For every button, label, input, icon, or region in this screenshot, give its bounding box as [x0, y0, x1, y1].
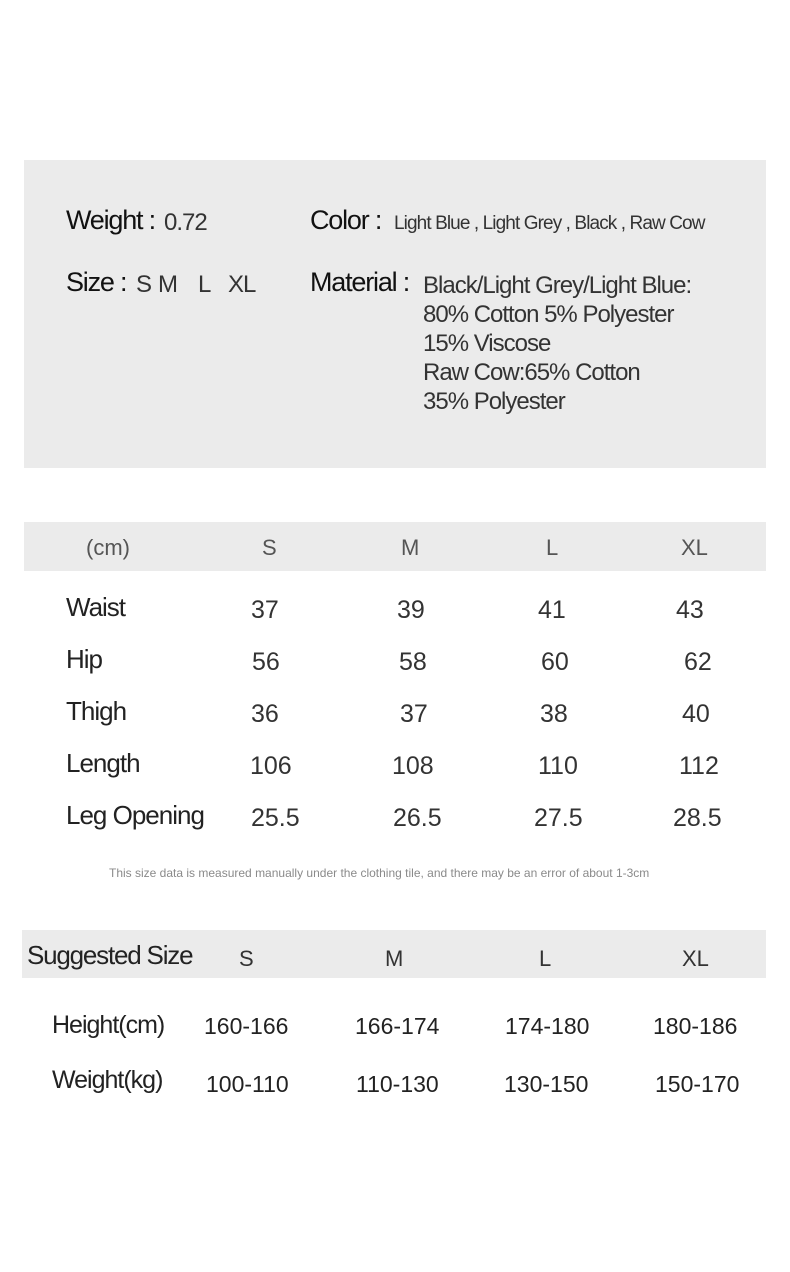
table-cell: 100-110: [206, 1071, 289, 1097]
table-cell: 26.5: [393, 804, 442, 832]
column-header-s: S: [262, 535, 277, 560]
size-value-xl: XL: [228, 271, 256, 298]
table-cell: 39: [397, 596, 425, 624]
color-value: Light Blue , Light Grey , Black , Raw Cow: [394, 213, 705, 234]
table-cell: 43: [676, 596, 704, 624]
table-cell: 58: [399, 648, 427, 676]
weight-label: Weight :: [66, 205, 155, 235]
measurement-note: This size data is measured manually under the clothing tile, and there may be an error of about 1-3cm: [109, 866, 650, 880]
table-cell: 41: [538, 596, 566, 624]
size-value-s: S: [136, 271, 152, 298]
table-cell: 110: [538, 752, 578, 780]
material-line: 35% Polyester: [423, 388, 565, 415]
suggested-column-l: L: [539, 946, 552, 971]
column-header-xl: XL: [681, 535, 708, 560]
table-cell: 108: [392, 752, 434, 780]
table-cell: 37: [251, 596, 279, 624]
table-cell: 56: [252, 648, 280, 676]
row-label-thigh: Thigh: [66, 696, 127, 726]
table-cell: 62: [684, 648, 712, 676]
material-line: Black/Light Grey/Light Blue:: [423, 272, 692, 299]
size-value-l: L: [198, 271, 211, 298]
size-value-m: M: [158, 271, 177, 298]
size-table-header: [24, 522, 766, 571]
table-cell: 37: [400, 700, 428, 728]
table-cell: 60: [541, 648, 569, 676]
table-cell: 28.5: [673, 804, 722, 832]
column-header-l: L: [546, 535, 559, 560]
table-cell: 25.5: [251, 804, 300, 832]
table-cell: 112: [679, 752, 719, 780]
suggested-column-m: M: [385, 946, 404, 971]
suggested-row-label-height: Height(cm): [52, 1011, 165, 1039]
table-cell: 166-174: [355, 1013, 440, 1039]
table-cell: 110-130: [356, 1071, 439, 1097]
suggested-column-xl: XL: [682, 946, 709, 971]
column-header-m: M: [401, 535, 420, 560]
material-line: 15% Viscose: [423, 330, 551, 357]
table-cell: 36: [251, 700, 279, 728]
row-label-length: Length: [66, 748, 140, 778]
table-cell: 174-180: [505, 1013, 590, 1039]
material-label: Material :: [310, 267, 410, 297]
color-label: Color :: [310, 205, 382, 235]
table-cell: 130-150: [504, 1071, 589, 1097]
material-line: 80% Cotton 5% Polyester: [423, 301, 674, 328]
row-label-waist: Waist: [66, 592, 126, 622]
table-cell: 150-170: [655, 1071, 740, 1097]
suggested-row-label-weight: Weight(kg): [52, 1066, 163, 1094]
size-label: Size :: [66, 267, 127, 297]
table-cell: 38: [540, 700, 568, 728]
table-cell: 180-186: [653, 1013, 738, 1039]
table-cell: 106: [250, 752, 292, 780]
table-cell: 27.5: [534, 804, 583, 832]
material-line: Raw Cow:65% Cotton: [423, 359, 640, 386]
row-label-leg-opening: Leg Opening: [66, 800, 204, 830]
table-cell: 160-166: [204, 1013, 289, 1039]
unit-header: (cm): [86, 535, 130, 560]
suggested-column-s: S: [239, 946, 254, 971]
weight-value: 0.72: [164, 209, 207, 236]
suggested-size-title: Suggested Size: [27, 940, 193, 970]
table-cell: 40: [682, 700, 710, 728]
row-label-hip: Hip: [66, 644, 103, 674]
